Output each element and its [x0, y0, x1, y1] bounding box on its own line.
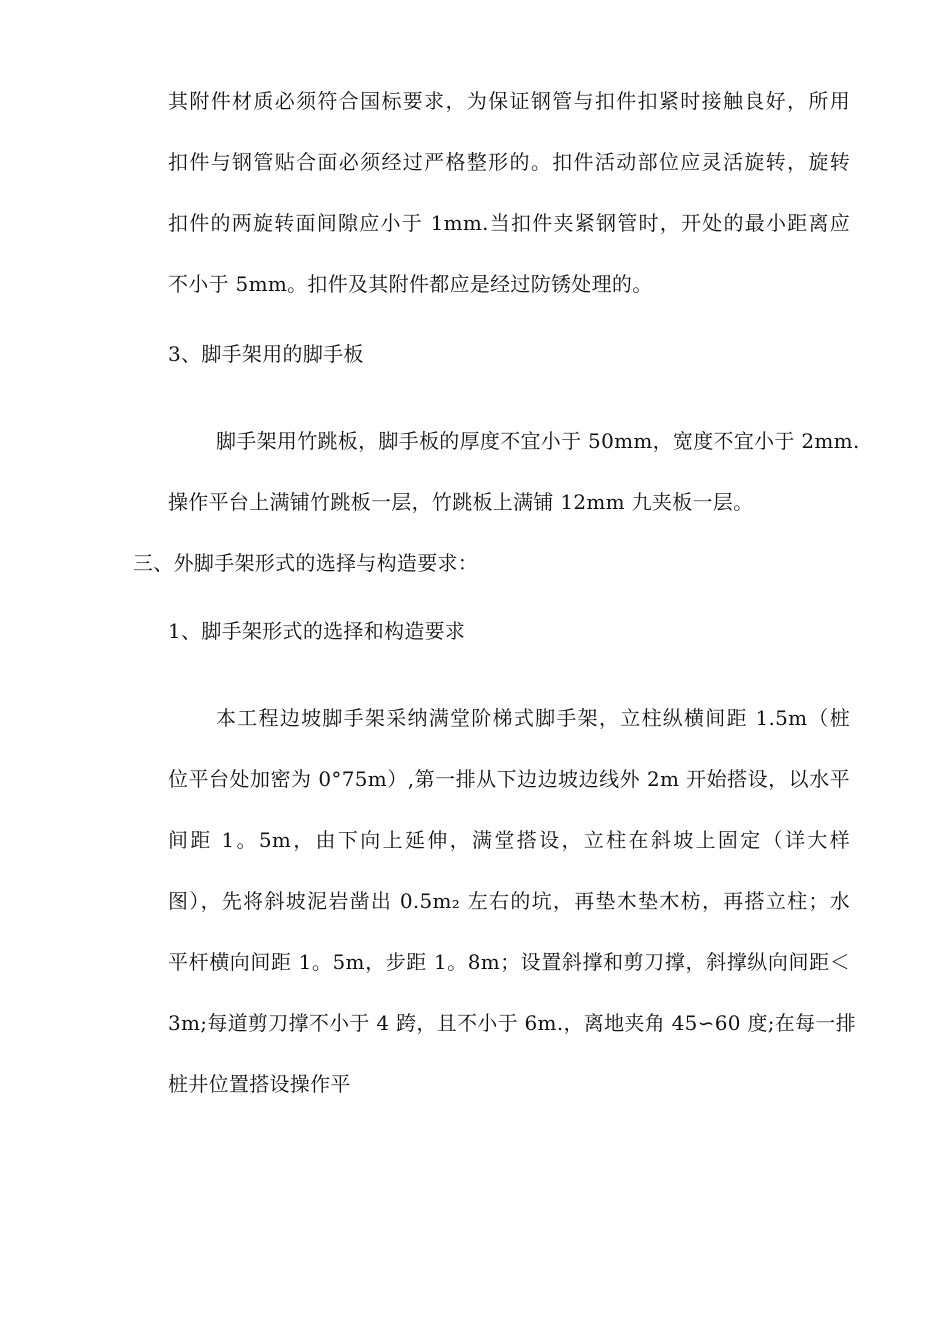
para3-line-4: 图），先将斜坡泥岩凿出 0.5m₂ 左右的坑，再垫木垫木枋，再搭立柱；水	[168, 889, 850, 913]
para3-line-5: 平杆横向间距 1。5m，步距 1。8m；设置斜撑和剪刀撑，斜撑纵向间距＜	[168, 950, 850, 974]
section-heading-external-scaffold: 三、外脚手架形式的选择与构造要求：	[133, 551, 479, 575]
para1-line-2: 扣件与钢管贴合面必须经过严格整形的。扣件活动部位应灵活旋转，旋转	[168, 150, 850, 174]
subheading-scaffold-form: 1、脚手架形式的选择和构造要求	[168, 619, 466, 643]
para3-line-7: 桩井位置搭设操作平	[168, 1072, 351, 1096]
para1-line-3: 扣件的两旋转面间隙应小于 1mm.当扣件夹紧钢管时，开处的最小距离应	[168, 211, 850, 235]
para3-line-2: 位平台处加密为 0°75m）,第一排从下边边坡边线外 2m 开始搭设，以水平	[168, 767, 850, 791]
para2-line-2: 操作平台上满铺竹跳板一层，竹跳板上满铺 12mm 九夹板一层。	[168, 490, 754, 514]
subheading-scaffold-boards: 3、脚手架用的脚手板	[168, 342, 364, 366]
para3-line-3: 间距 1。5m，由下向上延伸，满堂搭设，立柱在斜坡上固定（详大样	[168, 828, 850, 852]
para3-line-6: 3m;每道剪刀撑不小于 4 跨，且不小于 6m.，离地夹角 45∽60 度;在每一排	[168, 1011, 856, 1035]
para3-line-1: 本工程边坡脚手架采纳满堂阶梯式脚手架，立柱纵横间距 1.5m（桩	[216, 706, 850, 730]
para1-line-4: 不小于 5mm。扣件及其附件都应是经过防锈处理的。	[168, 272, 653, 296]
para2-line-1: 脚手架用竹跳板，脚手板的厚度不宜小于 50mm，宽度不宜小于 2mm.	[216, 429, 860, 453]
para1-line-1: 其附件材质必须符合国标要求，为保证钢管与扣件扣紧时接触良好，所用	[168, 89, 850, 113]
